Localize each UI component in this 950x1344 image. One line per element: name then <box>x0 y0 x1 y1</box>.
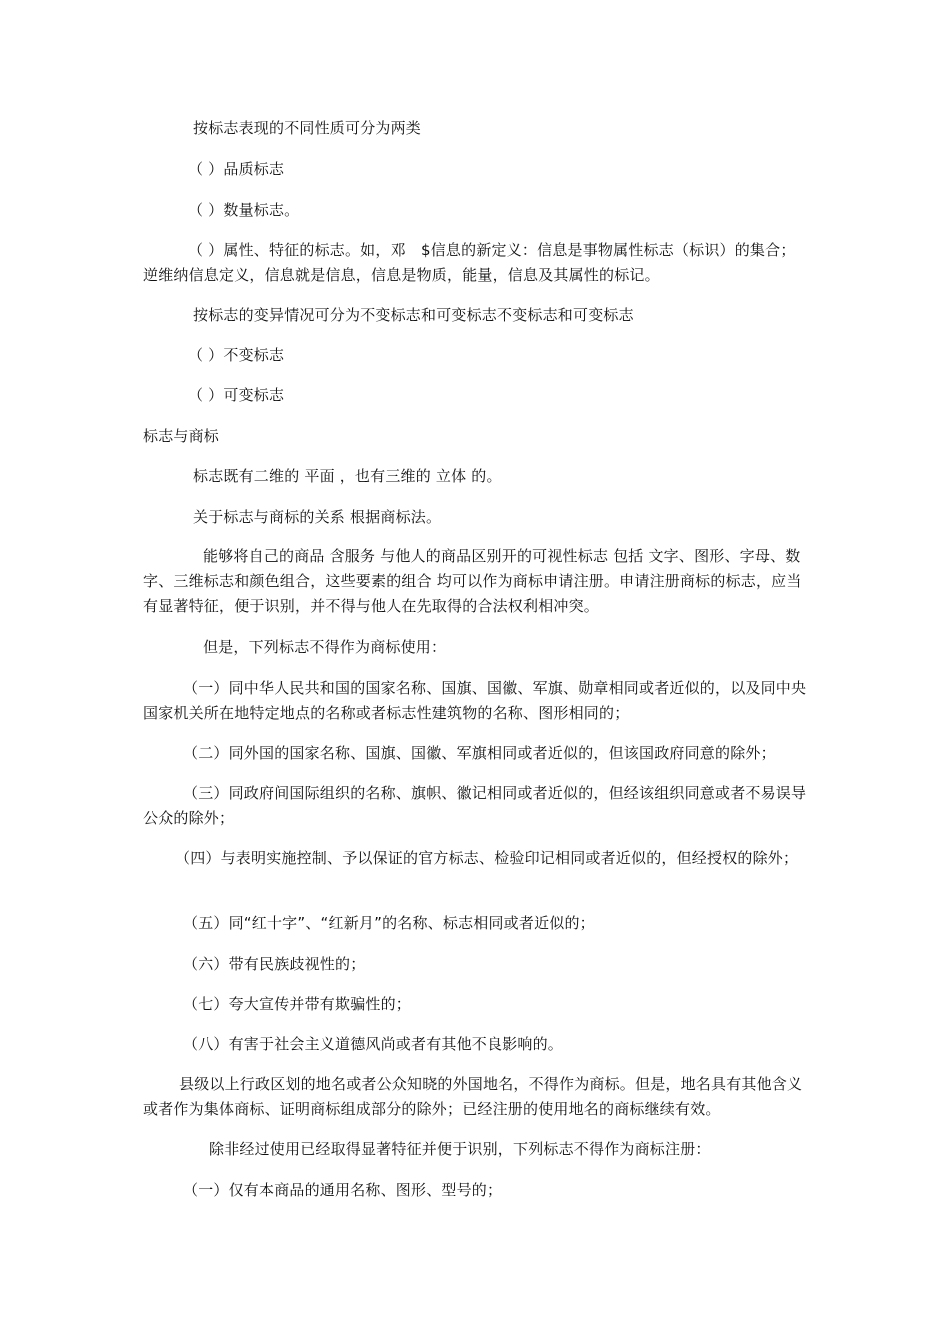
paragraph-classification-by-variation: 按标志的变异情况可分为不变标志和可变标志不变标志和可变标志 <box>193 306 634 324</box>
section-heading: 标志与商标 <box>143 427 220 445</box>
paragraph-relationship: 关于标志与商标的关系 根据商标法。 <box>193 508 442 526</box>
paragraph-prohibited-intro: 但是，下列标志不得作为商标使用： <box>203 638 447 656</box>
paragraph-classification-by-nature: 按标志表现的不同性质可分为两类 <box>193 119 422 137</box>
list-item-2: （二）同外国的国家名称、国旗、国徽、军旗相同或者近似的，但该国政府同意的除外； <box>183 744 776 762</box>
paragraph-invariant-mark: （ ）不变标志 <box>188 346 285 364</box>
paragraph-quality-mark: （ ）品质标志 <box>188 160 285 178</box>
paragraph-2d-3d: 标志既有二维的 平面 ，也有三维的 立体 的。 <box>193 467 502 485</box>
list-item-4: （四）与表明实施控制、予以保证的官方标志、检验印记相同或者近似的，但经授权的除外； <box>175 849 799 867</box>
paragraph-place-names: 县级以上行政区划的地名或者公众知晓的外国地名，不得作为商标。但是，地名具有其他含义或者作为集体商标、证明商标组成部分的除外；已经注册的使用地名的商标继续有效。 <box>143 1075 803 1118</box>
paragraph-trademark-definition: 能够将自己的商品 含服务 与他人的商品区别开的可视性标志 包括 文字、图形、字母、数字、三维标志和颜色组合，这些要素的组合 均可以作为商标申请注册。申请注册商标的标志，应当有显著特征，便于识别，并不得与他人在先取得的合法权利相冲突。 <box>143 547 802 615</box>
list-item-8: （八）有害于社会主义道德风尚或者有其他不良影响的。 <box>183 1035 564 1053</box>
list-item-generic-names: （一）仅有本商品的通用名称、图形、型号的； <box>183 1181 503 1199</box>
paragraph-attribute-mark: （ ）属性、特征的标志。如，邓 $信息的新定义：信息是事物属性标志（标识）的集合；逆维纳信息定义，信息就是信息，信息是物质，能量，信息及其属性的标记。 <box>143 241 796 284</box>
list-item-7: （七）夸大宣传并带有欺骗性的； <box>183 995 412 1013</box>
paragraph-quantity-mark: （ ）数量标志。 <box>188 201 300 219</box>
list-item-3: （三）同政府间国际组织的名称、旗帜、徽记相同或者近似的，但经该组织同意或者不易误导公众的除外； <box>143 784 807 827</box>
paragraph-variable-mark: （ ）可变标志 <box>188 386 285 404</box>
paragraph-registration-exceptions: 除非经过使用已经取得显著特征并便于识别，下列标志不得作为商标注册： <box>209 1140 711 1158</box>
list-item-5: （五）同“红十字”、“红新月”的名称、标志相同或者近似的； <box>183 914 595 932</box>
list-item-6: （六）带有民族歧视性的； <box>183 955 366 973</box>
list-item-1: （一）同中华人民共和国的国家名称、国旗、国徽、军旗、勋章相同或者近似的，以及同中央国家机关所在地特定地点的名称或者标志性建筑物的名称、图形相同的； <box>143 679 807 722</box>
